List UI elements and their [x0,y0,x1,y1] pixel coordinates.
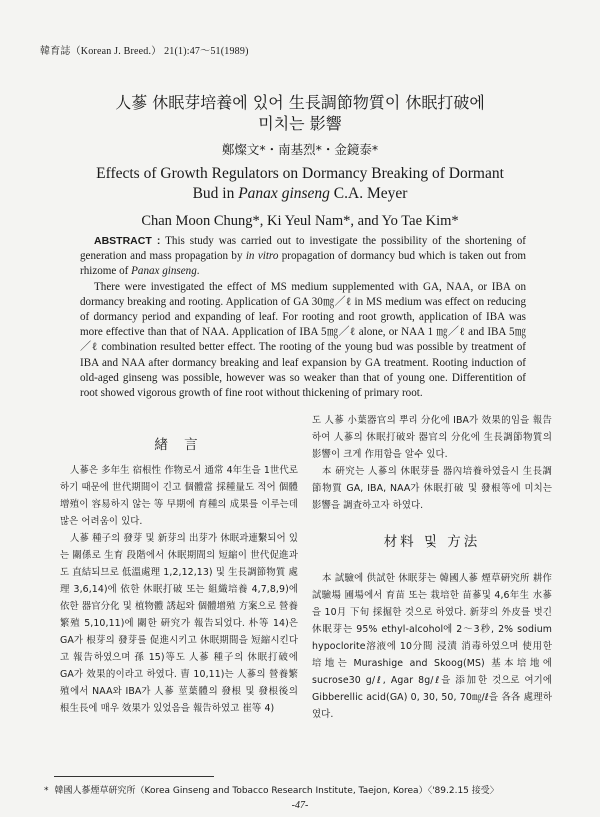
intro-paragraph-1: 人蔘은 多年生 宿根性 作物로서 通常 4年生을 1世代로 하기 때문에 世代期間이 긴고 個體當 採種量도 적어 個體增殖이 容易하지 않는 等 早期에 育種의 成果를 이루는데 많은 어려움이 있다. [60,465,298,527]
methods-heading: 材料 및 方法 [383,534,481,550]
methods-column [312,570,552,723]
korean-title-line-1: 人蔘 休眠芽培養에 있어 生長調節物質이 休眠打破에 [115,93,485,112]
english-title-line-2 [0,184,600,204]
abstract-p1-b: propagation of dormancy bud which is taken out from rhizome of [80,250,526,278]
english-title-species: Panax ginseng [238,185,330,202]
abstract-label: ABSTRACT : [94,235,161,247]
intro-continuation: 도 人蔘 小葉器官의 뿌리 分化에 IBA가 效果的임을 報告하여 人蔘의 休眠打破와 器官의 分化에 生長調節物質의 影響이 크게 作用함을 알수 있다. [312,415,552,460]
english-title-post: C.A. Meyer [329,185,408,202]
intro-paragraph-2: 人蔘 種子의 發芽 및 新芽의 出芽가 休眠과連繫되어 있는 關係로 生育 段階에서 休眠期間의 短縮이 世代促進과도 直結되므로 低溫處理 1,2,12,13) 및 生長調節物質 處理 3,6,14)에 依한 休眠打破 또는 組織培養 4,7,8,9)에 依한 器官分化 및 植物體 誘起와 個體增殖 方案으로 營養繁殖 5,10,11)에 關한 硏究가 報告되었다. 朴等 14)은 GA가 根芽의 發芽를 促進시키고 休眠期間을 短縮시킨다고 報告하였으며 孫 15)等도 人蔘 種子의 休眠打破에 GA가 效果的이라고 하였다. 曺 10,11)는 人蔘의 營養繁殖에서 NAA와 IBA가 人蔘 莖葉體의 發根 및 發根後의 根生長에 매우 效果가 있었음을 報告하였고 崔等 4) [60,533,298,714]
abstract-p1-c: . [196,265,200,278]
abstract-paragraph-1 [80,234,526,280]
english-authors: Chan Moon Chung*, Ki Yeul Nam*, and Yo Tae Kim* [141,213,459,229]
intro-column-right [312,412,552,514]
intro-heading: 緖 言 [154,437,204,453]
korean-authors: 鄭燦文*・南基烈*・金鏡泰* [221,142,379,157]
intro-objective: 本 硏究는 人蔘의 休眠芽를 器內培養하였을시 生長調節物質 GA, IBA, NAA가 休眠打破 및 發根等에 미치는 影響을 調査하고자 하였다. [312,466,552,511]
methods-paragraph: 本 試驗에 供試한 休眠芽는 韓國人蔘 煙草硏究所 耕作試驗場 圃場에서 育苗 또는 栽培한 苗蔘및 4,6年生 水蔘을 10月 下旬 採掘한 것으로 하였다. 新芽의 外皮를 벗긴 休眠芽는 95% ethyl-alcohol에 2～3秒, 2% sodium hypoclorite溶液에 10分間 浸漬 消毒하였으며 使用한 培地는 Murashige and Skoog(MS) 基本培地에 sucrose30 g/ℓ, Agar 8g/ℓ을 添加한 것으로 여기에 Gibberellic acid(GA) 0, 30, 50, 70㎎/ℓ을 各各 處理하였다. [312,573,552,720]
korean-title-line-2: 미치는 影響 [258,114,342,133]
footnote-divider [54,776,214,777]
english-title-line-1: Effects of Growth Regulators on Dormancy Breaking of Dormant [96,165,504,182]
footnote-text: 韓國人蔘煙草硏究所（Korea Ginseng and Tobacco Research Institute, Taejon, Korea）〈'89.2.15 接受〉 [54,786,499,796]
footnote [44,783,499,796]
journal-header: 韓育誌（Korean J. Breed.） 21(1):47～51(1989) [40,46,249,57]
page-number: -47- [291,800,309,811]
footnote-marker: * [44,786,49,796]
abstract-paragraph-2: There were investigated the effect of MS medium supplemented with GA, NAA, or IBA on dormancy breaking and rooting. Application of GA 30㎎／ℓ in MS medium was effect on reducing of dormancy period and expanding of leaf. For rooting and root growth, application of IBA was more effective than that of NAA. Application of IBA 5㎎／ℓ alone, or NAA 1 ㎎／ℓ and IBA 5㎎／ℓ combination resulted better effect. The rooting of the young bud was possible by treatment of IBA and NAA after dormancy breaking and leaf expansion by GA treatment. Rooting induction of old-aged ginseng was possible, however was so weaker than that of young one. Differentition of root showed vigorous growth of fine root without thickening of primary root. [80,280,526,400]
abstract-p1-italic2: Panax ginseng [131,265,197,278]
abstract [80,234,526,401]
intro-column-left [60,462,298,717]
abstract-p1-italic: in vitro [245,250,279,263]
english-title-pre: Bud in [192,185,239,202]
abstract-p1-a: This study was carried out to investigate the possibility of the shortening of generation and mass propagation by [80,235,526,263]
